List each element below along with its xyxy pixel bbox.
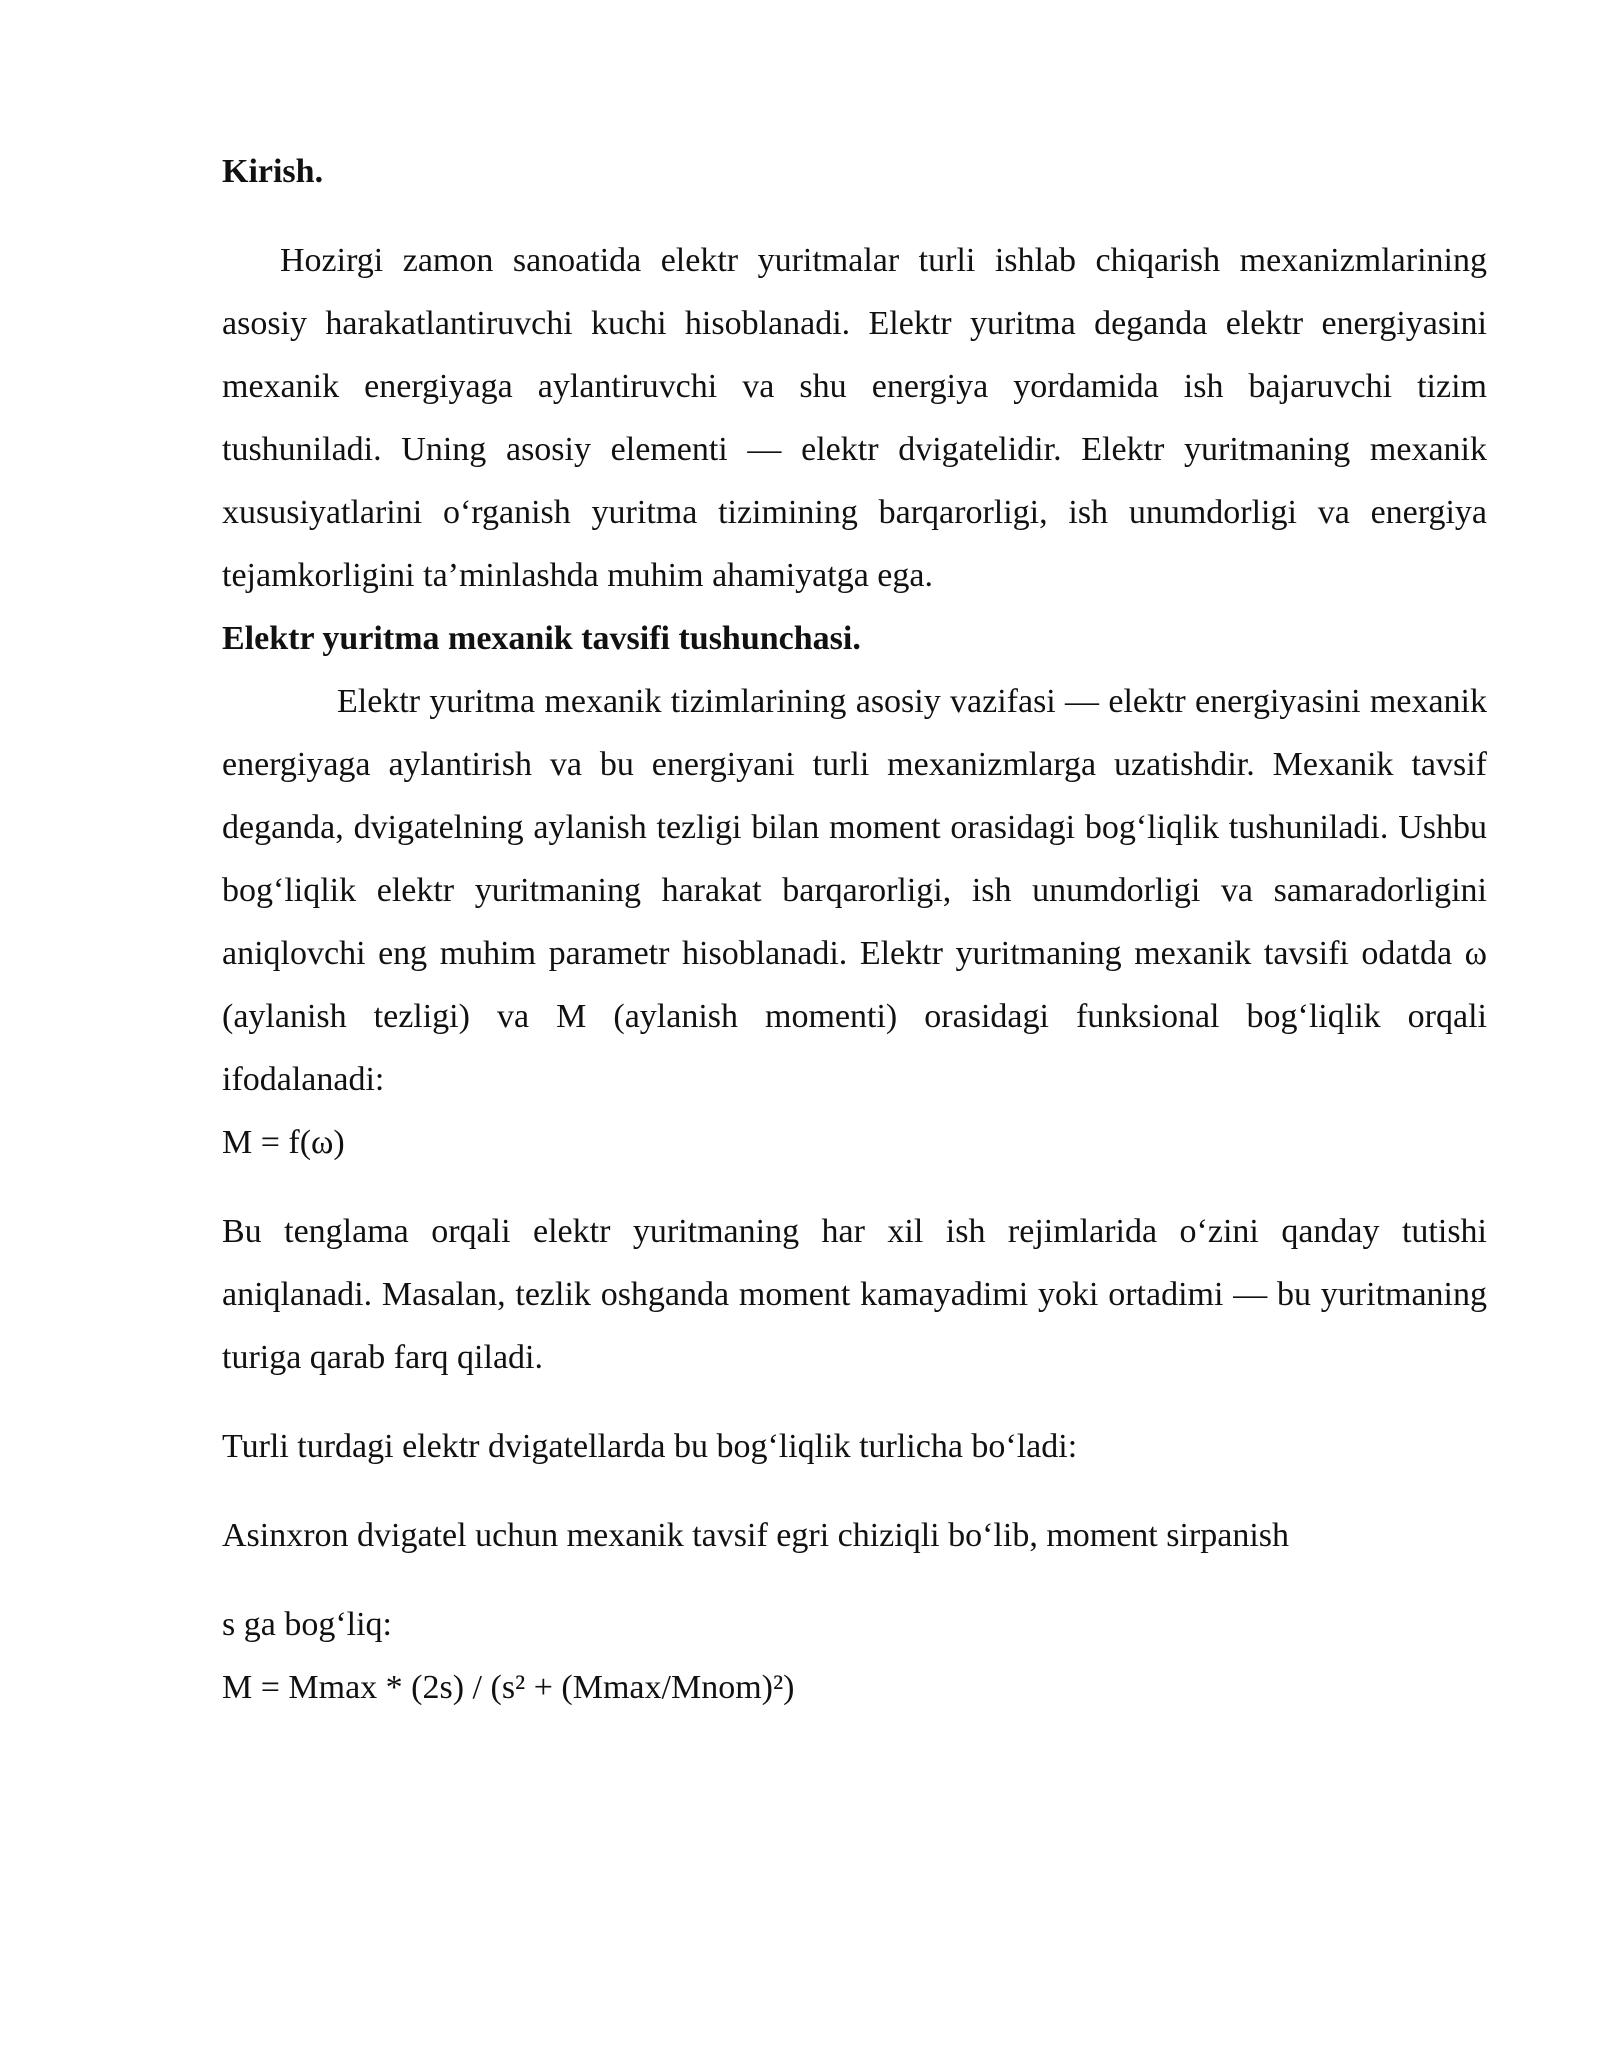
- paragraph-asynchronous-motor: Asinxron dvigatel uchun mexanik tavsif egri chiziqli bo‘lib, moment sirpanish: [222, 1517, 1290, 1554]
- document-page: [222, 140, 1487, 1719]
- paragraph-motor-types: Turli turdagi elektr dvigatellarda bu bog‘liqlik turlicha bo‘ladi:: [222, 1428, 1078, 1465]
- paragraph-introduction: [222, 229, 1487, 670]
- paragraph-introduction-text: Hozirgi zamon sanoatida elektr yuritmalar turli ishlab chiqarish mexanizmlarining asosiy harakatlantiruvchi kuchi hisoblanadi. Elektr yuritma deganda elektr energiyasini mexanik energiyaga aylantiruvchi va shu energiya yordamida ish bajaruvchi tizim tushuniladi. Uning asosiy elementi — elektr dvigatelidir. Elektr yuritmaning mexanik xususiyatlarini o‘rganish yuritma tizimining barqarorligi, ish unumdorligi va energiya tejamkorligini ta’minlashda muhim ahamiyatga ega.: [222, 242, 1487, 594]
- heading-kirish: Kirish.: [222, 153, 324, 190]
- paragraph-slip-dependency: s ga bog‘liq:: [222, 1606, 392, 1643]
- paragraph-mechanical-characteristic: Elektr yuritma mexanik tizimlarining asosiy vazifasi — elektr energiyasini mexanik energiyaga aylantirish va bu energiyani turli mexanizmlarga uzatishdir. Mexanik tavsif deganda, dvigatelning aylanish tezligi bilan moment orasidagi bog‘liqlik tushuniladi. Ushbu bog‘liqlik elektr yuritmaning harakat barqarorligi, ish unumdorligi va samaradorligini aniqlovchi eng muhim parametr hisoblanadi. Elektr yuritmaning mexanik tavsifi odatda ω (aylanish tezligi) va M (aylanish momenti) orasidagi funksional bog‘liqlik orqali ifodalanadi:: [222, 683, 1487, 1098]
- paragraph-equation-explanation: Bu tenglama orqali elektr yuritmaning har xil ish rejimlarida o‘zini qanday tutishi aniqlanadi. Masalan, tezlik oshganda moment kamayadimi yoki ortadimi — bu yuritmaning turiga qarab farq qiladi.: [222, 1213, 1487, 1376]
- formula-torque-slip: M = Mmax * (2s) / (s² + (Mmax/Mnom)²): [222, 1669, 795, 1706]
- formula-m-f-omega: M = f(ω): [222, 1124, 345, 1161]
- heading-mechanical-characteristic: Elektr yuritma mexanik tavsifi tushunchasi.: [222, 620, 861, 657]
